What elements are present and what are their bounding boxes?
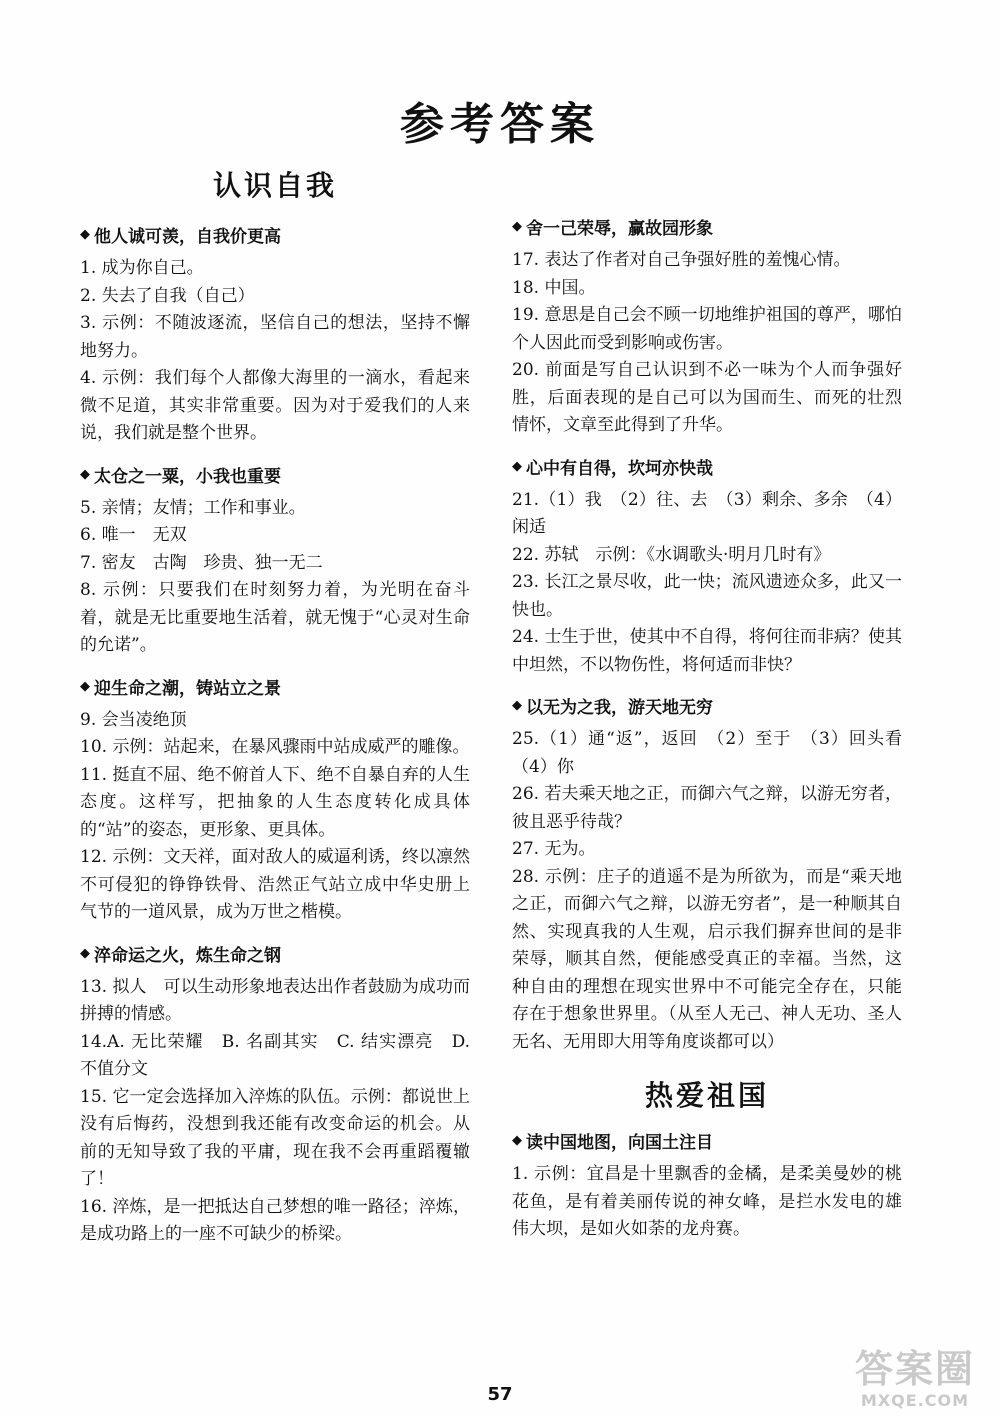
section [80, 462, 470, 660]
section [80, 222, 470, 448]
section [512, 454, 902, 680]
section-heading-text: 太仓之一粟，小我也重要 [94, 466, 281, 487]
answer-item: 9. 会当凌绝顶 [80, 709, 187, 730]
unit-title-self: 认识自我 [212, 169, 337, 202]
answer-item: 8. 示例：只要我们在时刻努力着，为光明在奋斗着，就是无比重要地生活着，就无愧于“心灵对生命的允诺”。 [80, 580, 470, 655]
section [80, 941, 470, 1249]
section-heading-text: 以无为之我，游天地无穷 [526, 698, 713, 718]
answer-item: 6. 唯一 无双 [80, 525, 187, 545]
section [512, 214, 902, 440]
answer-item: 17. 表达了作者对自己争强好胜的羞愧心情。 [512, 250, 851, 270]
answer-item: 13. 拟人 可以生动形象地表达出作者鼓励为成功而拼搏的情感。 [80, 976, 470, 1024]
answer-item: 2. 失去了自我（自己） [80, 285, 255, 306]
answer-item: 5. 亲情；友情；工作和事业。 [80, 497, 306, 518]
section-heading-text: 舍一己荣辱，赢故园形象 [526, 219, 713, 239]
right-column [512, 200, 919, 1244]
section [512, 693, 919, 1056]
answer-item: 12. 示例：文天祥，面对敌人的威逼利诱，终以凛然不可侵犯的铮铮铁骨、浩然正气站立成中华史册上气节的一道风景，成为万世之楷模。 [80, 847, 470, 922]
answer-item: 28. 示例：庄子的逍遥不是为所欲为，而是“乘天地之正，而御六气之辩，以游无穷者”，是一种顺其自然、实现真我的人生观，启示我们摒弃世间的是非荣辱，顺其自然，便能感受真正的幸福。当然，这种自由的理想在现实世界中不可能完全存在，只能存在于想象世界里。（从至人无己、神人无功、圣人无名、无用即大用等角度谈都可以） [512, 866, 902, 1052]
section-heading-text: 淬命运之火，炼生命之钢 [94, 945, 281, 966]
answer-item: 19. 意思是自己会不顾一切地维护祖国的尊严，哪怕个人因此而受到影响或伤害。 [512, 305, 902, 353]
answer-item: 27. 无为。 [512, 839, 596, 859]
answer-item: 21.（1）我 （2）往、去 （3）剩余、多余 （4）闲适 [512, 489, 902, 537]
diamond-bullet-icon: ◆ [512, 458, 522, 474]
answer-item: 7. 密友 古陶 珍贵、独一无二 [80, 552, 323, 573]
section-heading-text: 心中有自得，坎坷亦快哉 [526, 458, 713, 479]
watermark-logo: 答案圈 [854, 1347, 975, 1391]
answer-item: 18. 中国。 [512, 277, 596, 298]
page-title: 参考答案 [400, 99, 600, 150]
section-heading [80, 462, 470, 487]
answer-item: 16. 淬炼，是一把抵达自己梦想的唯一路径；淬炼，是成功路上的一座不可缺少的桥梁。 [80, 1196, 470, 1244]
answer-item: 10. 示例：站起来，在暴风骤雨中站成威严的雕像。 [80, 737, 470, 757]
section-heading [512, 693, 902, 718]
answer-item: 20. 前面是写自己认识到不必一味为个人而争强好胜，后面表现的是自己可以为国而生、而死的壮烈情怀，文章至此得到了升华。 [512, 360, 902, 435]
page-number: 57 [487, 1384, 513, 1405]
section [512, 1128, 902, 1244]
diamond-bullet-icon: ◆ [80, 945, 90, 961]
answer-item: 15. 它一定会选择加入淬炼的队伍。示例：都说世上没有后悔药，没想到我还能有改变命运的机会。从前的无知导致了我的平庸，现在我不会再重蹈覆辙了！ [80, 1086, 470, 1189]
watermark [840, 1347, 990, 1410]
answer-item: 24. 士生于世，使其中不自得，将何往而非病？使其中坦然，不以物伤性，将何适而非快？ [512, 627, 902, 675]
section [80, 674, 470, 927]
answer-item: 22. 苏轼 示例：《水调歌头·明月几时有》 [512, 544, 831, 565]
section-heading [512, 1128, 902, 1153]
section-heading [80, 222, 470, 247]
answer-item: 11. 挺直不屈、绝不俯首人下、绝不自暴自弃的人生态度。这样写，把抽象的人生态度转化成具体的“站”的姿态，更形象、更具体。 [80, 764, 470, 840]
diamond-bullet-icon: ◆ [80, 466, 90, 482]
answer-item: 14.A. 无比荣耀 B. 名副其实 C. 结实漂亮 D. 不值分文 [80, 1031, 470, 1079]
section-heading [80, 941, 470, 966]
diamond-bullet-icon: ◆ [512, 698, 522, 713]
section-heading-text: 他人诚可羡，自我价更高 [94, 227, 281, 247]
diamond-bullet-icon: ◆ [512, 1133, 522, 1148]
left-column [80, 160, 470, 1249]
answer-item: 25.（1）通“返”，返回 （2）至于 （3）回头看 （4）你 [512, 729, 919, 777]
answer-item: 1. 示例：宜昌是十里飘香的金橘，是柔美曼妙的桃花鱼，是有着美丽传说的神女峰，是拦水发电的雄伟大坝，是如火如荼的龙舟赛。 [512, 1164, 902, 1239]
answer-item: 4. 示例：我们每个人都像大海里的一滴水，看起来微不足道，其实非常重要。因为对于爱我们的人来说，我们就是整个世界。 [80, 368, 470, 443]
section-heading [80, 674, 470, 699]
answer-item: 26. 若夫乘天地之正，而御六气之辩，以游无穷者，彼且恶乎待哉？ [512, 784, 902, 832]
unit-title-motherland: 热爱祖国 [644, 1079, 769, 1112]
diamond-bullet-icon: ◆ [80, 227, 90, 242]
answer-item: 23. 长江之景尽收，此一快；流风遗迹众多，此又一快也。 [512, 572, 902, 620]
answer-item: 3. 示例：不随波逐流，坚信自己的想法，坚持不懈地努力。 [80, 313, 470, 361]
diamond-bullet-icon: ◆ [512, 219, 522, 234]
answer-item: 1. 成为你自己。 [80, 258, 204, 278]
watermark-url: MXQE.COM [860, 1391, 970, 1410]
section-heading-text: 读中国地图，向国土注目 [526, 1133, 713, 1153]
section-heading [512, 454, 902, 479]
section-heading-text: 迎生命之潮，铸站立之景 [94, 678, 281, 699]
diamond-bullet-icon: ◆ [80, 678, 90, 694]
section-heading [512, 214, 902, 239]
